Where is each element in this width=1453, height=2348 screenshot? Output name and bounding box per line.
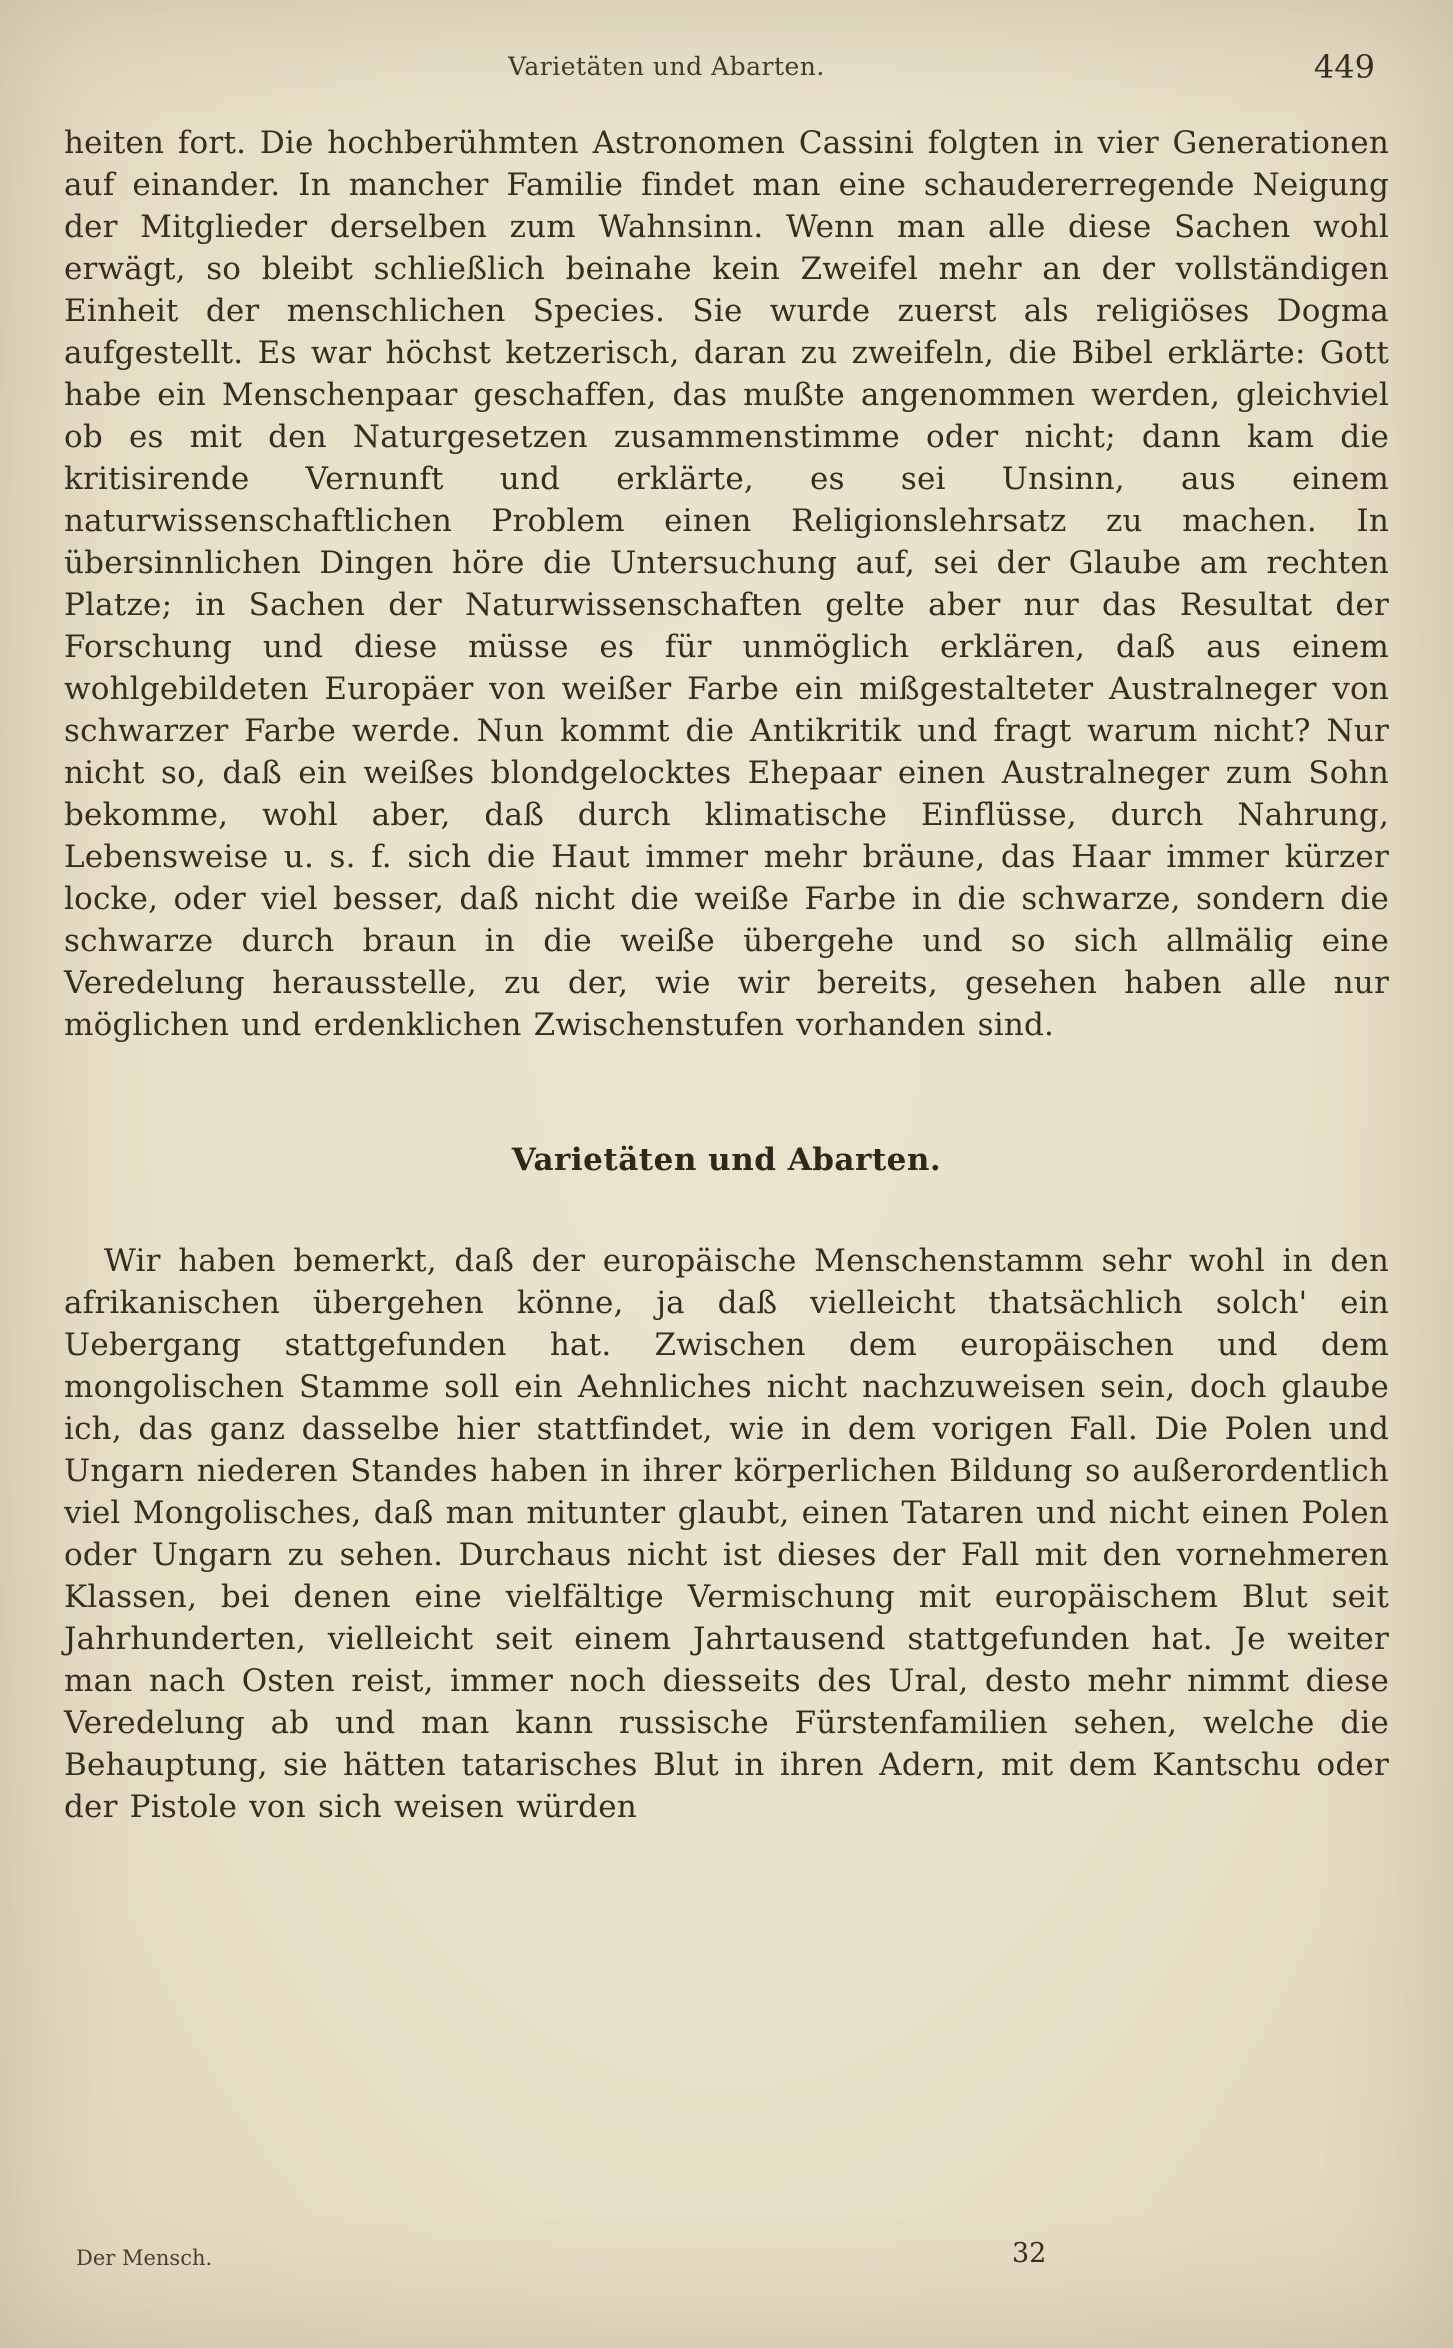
page-body <box>64 122 1389 1828</box>
page-number: 449 <box>1313 48 1375 86</box>
running-title: Varietäten und Abarten. <box>508 52 825 81</box>
book-title-signature: Der Mensch. <box>76 2246 213 2270</box>
page-footer <box>64 2238 1389 2278</box>
sheet-number: 32 <box>1012 2238 1047 2269</box>
section-heading: Varietäten und Abarten. <box>511 1142 942 1178</box>
paragraph-continuation: heiten fort. Die hochberühmten Astronomen Cassini folgten in vier Generationen auf einander. In mancher Familie findet man eine schaudererregende Neigung der Mitglieder derselben zum Wahnsinn. Wenn man alle diese Sachen wohl erwägt, so bleibt schließlich beinahe kein Zweifel mehr an der vollständigen Einheit der menschlichen Species. Sie wurde zuerst als religiöses Dogma aufgestellt. Es war höchst ketzerisch, daran zu zweifeln, die Bibel erklärte: Gott habe ein Menschenpaar geschaffen, das mußte angenommen werden, gleichviel ob es mit den Naturgesetzen zusammenstimme oder nicht; dann kam die kritisirende Vernunft und erklärte, es sei Unsinn, aus einem naturwissenschaftlichen Problem einen Religionslehrsatz zu machen. In übersinnlichen Dingen höre die Untersuchung auf, sei der Glaube am rechten Platze; in Sachen der Naturwissenschaften gelte aber nur das Resultat der Forschung und diese müsse es für unmöglich erklären, daß aus einem wohlgebildeten Europäer von weißer Farbe ein mißgestalteter Australneger von schwarzer Farbe werde. Nun kommt die Antikritik und fragt warum nicht? Nur nicht so, daß ein weißes blondgelocktes Ehepaar einen Australneger zum Sohn bekomme, wohl aber, daß durch klimatische Einflüsse, durch Nahrung, Lebensweise u. s. f. sich die Haut immer mehr bräune, das Haar immer kürzer locke, oder viel besser, daß nicht die weiße Farbe in die schwarze, sondern die schwarze durch braun in die weiße übergehe und so sich allmälig eine Veredelung herausstelle, zu der, wie wir bereits, gesehen haben alle nur möglichen und erdenklichen Zwischenstufen vorhanden sind. <box>64 125 1389 1043</box>
page-header <box>64 48 1389 96</box>
paragraph: Wir haben bemerkt, daß der europäische Menschenstamm sehr wohl in den afrikanischen übergehen könne, ja daß vielleicht thatsächlich solch' ein Uebergang stattgefunden hat. Zwischen dem europäischen und dem mongolischen Stamme soll ein Aehnliches nicht nachzuweisen sein, doch glaube ich, das ganz dasselbe hier stattfindet, wie in dem vorigen Fall. Die Polen und Ungarn niederen Standes haben in ihrer körperlichen Bildung so außerordentlich viel Mongolisches, daß man mitunter glaubt, einen Tataren und nicht einen Polen oder Ungarn zu sehen. Durchaus nicht ist dieses der Fall mit den vornehmeren Klassen, bei denen eine vielfältige Vermischung mit europäischem Blut seit Jahrhunderten, vielleicht seit einem Jahrtausend stattgefunden hat. Je weiter man nach Osten reist, immer noch diesseits des Ural, desto mehr nimmt diese Veredelung ab und man kann russische Fürstenfamilien sehen, welche die Behauptung, sie hätten tatarisches Blut in ihren Adern, mit dem Kantschu oder der Pistole von sich weisen würden <box>64 1243 1389 1825</box>
